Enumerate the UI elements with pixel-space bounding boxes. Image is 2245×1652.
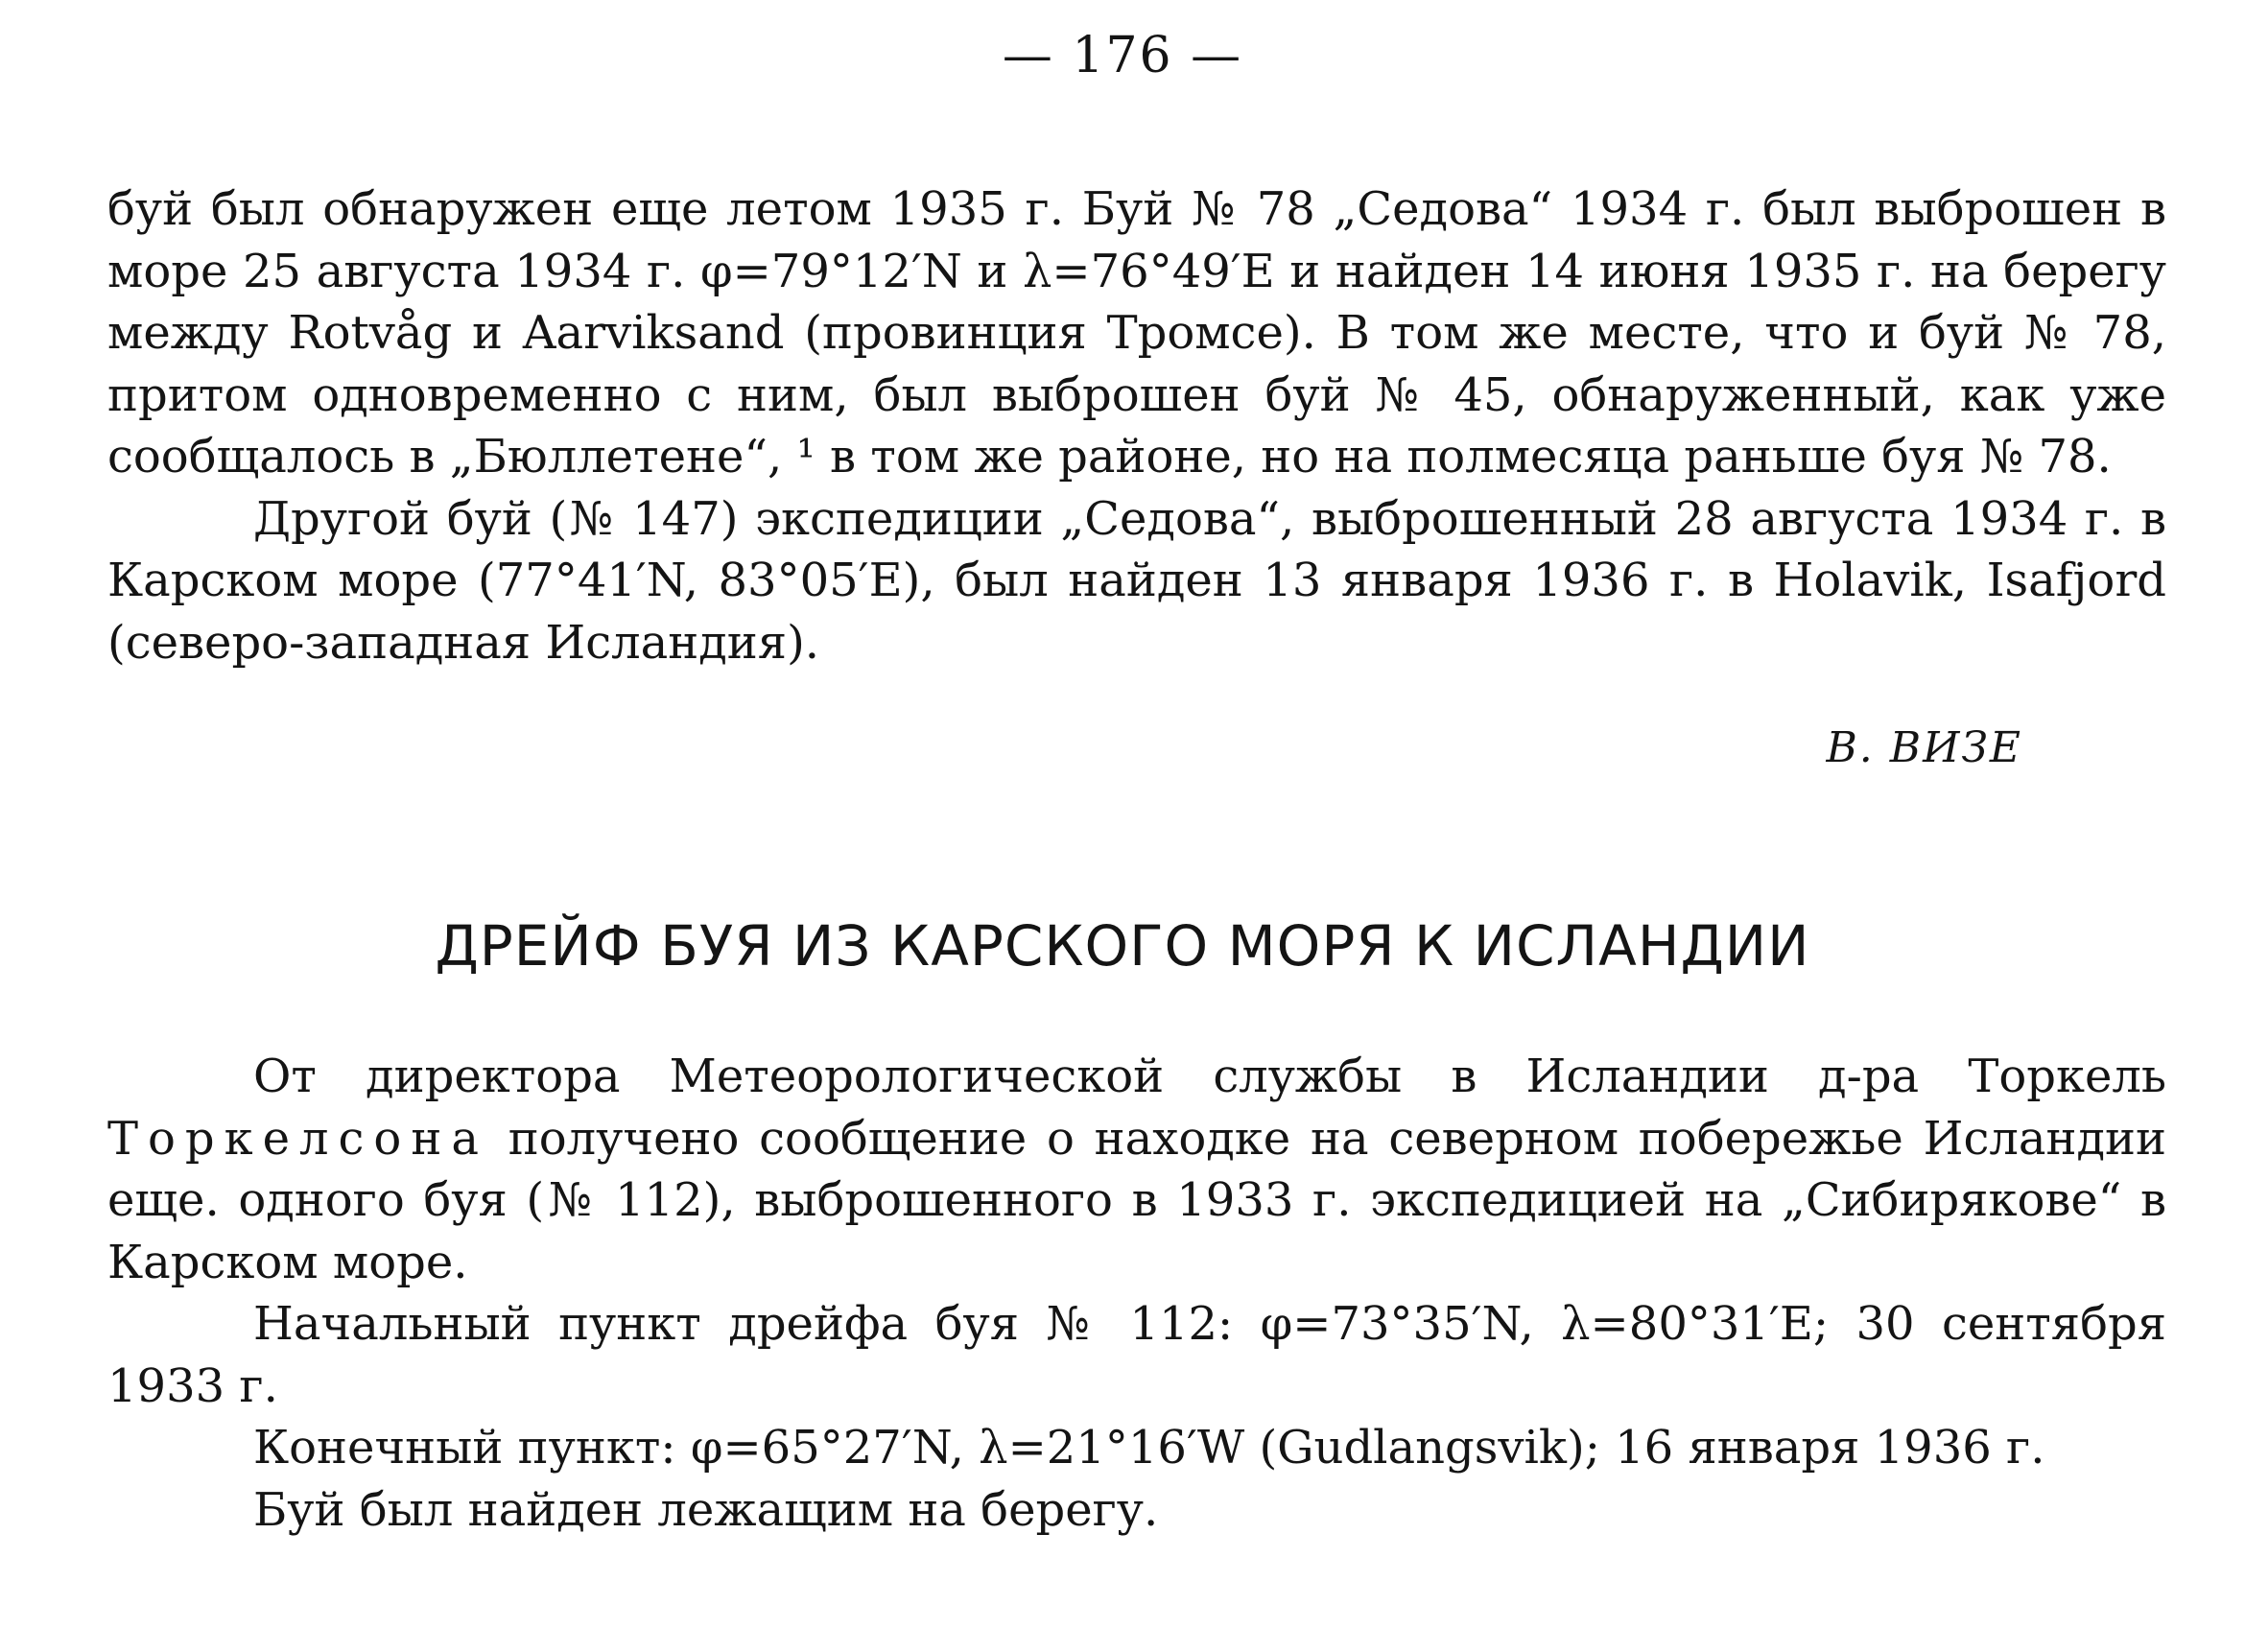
paragraph-text: От директора Метеорологической службы в Исландии д-ра Торкель xyxy=(253,1050,2166,1103)
article-body xyxy=(107,1046,2166,1541)
paragraph: Другой буй (№ 147) экспедиции „Седова“, выброшенный 28 августа 1934 г. в Карском море (77°41′N, 83°05′E), был найден 13 января 1936 г. в Holavik, Isafjord (северо-западная Исландия). xyxy=(107,491,2166,670)
paragraph-text: получено сообщение о находке на северном побережье Исландии еще. одного буя (№ 112), выброшенного в 1933 г. экспедицией на „Сибирякове“ в Карском море. xyxy=(107,1111,2166,1289)
person-name: Торкелсона xyxy=(107,1111,488,1166)
article-title: ДРЕЙФ БУЯ ИЗ КАРСКОГО МОРЯ К ИСЛАНДИИ xyxy=(435,913,1810,979)
paragraph: Конечный пункт: φ=65°27′N, λ=21°16′W (Gudlangsvik); 16 января 1936 г. xyxy=(253,1421,2045,1475)
author-signature: В. ВИЗЕ xyxy=(1826,723,2022,772)
article-continuation xyxy=(107,178,2166,673)
page-number: — 176 — xyxy=(1002,27,1243,84)
paragraph xyxy=(107,1046,2166,1293)
paragraph: буй был обнаружен еще летом 1935 г. Буй № 78 „Седова“ 1934 г. был выброшен в море 25 августа 1934 г. φ=79°12′N и λ=76°49′E и найден 14 июня 1935 г. на берегу между Rotvåg и Aarviksand (провинция Тромсе). В том же месте, что и буй № 78, притом одновременно с ним, был выброшен буй № 45, обнаруженный, как уже сообщалось в „Бюллетене“, ¹ в том же районе, но на полмесяца раньше буя № 78. xyxy=(107,182,2166,484)
paragraph: Буй был найден лежащим на берегу. xyxy=(253,1482,1159,1537)
paragraph: Начальный пункт дрейфа буя № 112: φ=73°35′N, λ=80°31′E; 30 сентября 1933 г. xyxy=(107,1297,2166,1413)
